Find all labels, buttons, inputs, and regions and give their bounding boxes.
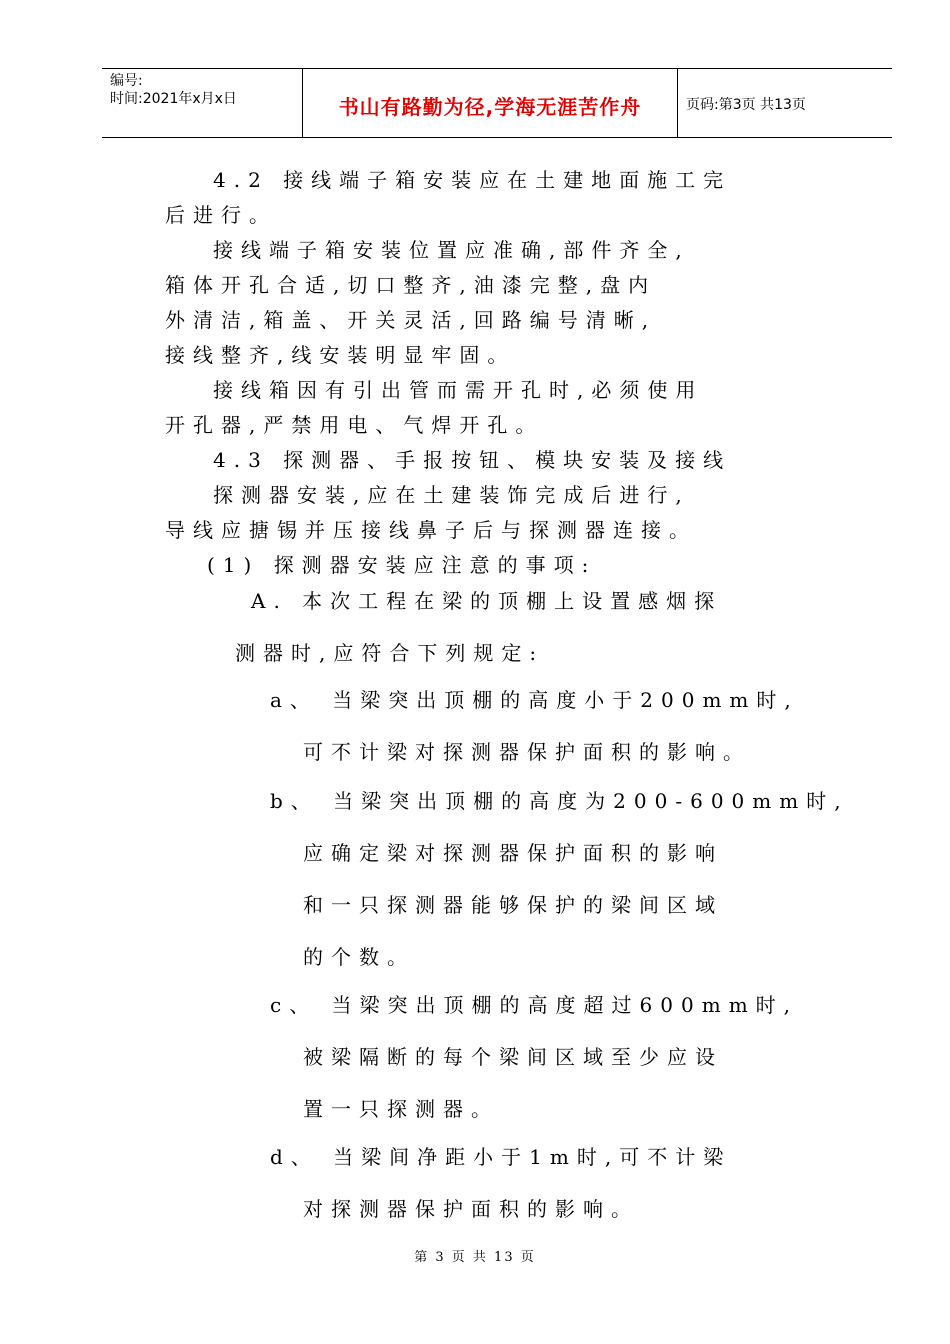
rule-c-line-1: c、 当梁突出顶棚的高度超过600mm时, bbox=[270, 993, 799, 1017]
rule-a-line-2: 可不计梁对探测器保护面积的影响。 bbox=[303, 740, 751, 764]
page-header bbox=[102, 68, 892, 138]
section-4-2-line-1: 4.2 接线端子箱安装应在土建地面施工完 bbox=[213, 168, 732, 192]
rule-d-line-2: 对探测器保护面积的影响。 bbox=[303, 1197, 639, 1221]
page-footer: 第 3 页 共 13 页 bbox=[414, 1250, 536, 1265]
paragraph-line: 外清洁,箱盖、开关灵活,回路编号清晰, bbox=[165, 308, 657, 332]
subsection-1-heading: (1) 探测器安装应注意的事项: bbox=[207, 553, 597, 577]
paragraph-line: 开孔器,严禁用电、气焊开孔。 bbox=[165, 413, 544, 437]
rule-b-line-1: b、 当梁突出顶棚的高度为200-600mm时, bbox=[270, 789, 849, 813]
paragraph-line: 导线应搪锡并压接线鼻子后与探测器连接。 bbox=[165, 518, 697, 542]
rule-d-line-1: d、 当梁间净距小于1m时,可不计梁 bbox=[270, 1145, 732, 1169]
serial-number-label: 编号: bbox=[110, 73, 143, 89]
paragraph-line: 探测器安装,应在土建装饰完成后进行, bbox=[213, 483, 690, 507]
rule-b-line-4: 的个数。 bbox=[303, 945, 415, 969]
rule-a-line-1: a、 当梁突出顶棚的高度小于200mm时, bbox=[270, 688, 799, 712]
header-meta-cell bbox=[102, 69, 303, 137]
paragraph-line: 箱体开孔合适,切口整齐,油漆完整,盘内 bbox=[165, 273, 657, 297]
item-a-line-1: A. 本次工程在梁的顶棚上设置感烟探 bbox=[251, 589, 723, 613]
rule-c-line-2: 被梁隔断的每个梁间区域至少应设 bbox=[303, 1045, 723, 1069]
page-info: 页码:第3页 共13页 bbox=[686, 97, 806, 113]
paragraph-line: 接线箱因有引出管而需开孔时,必须使用 bbox=[213, 378, 704, 402]
rule-c-line-3: 置一只探测器。 bbox=[303, 1097, 499, 1121]
header-page-cell bbox=[678, 69, 892, 137]
rule-b-line-2: 应确定梁对探测器保护面积的影响 bbox=[303, 841, 723, 865]
motto-text: 书山有路勤为径,学海无涯苦作舟 bbox=[338, 95, 642, 119]
section-4-3-heading: 4.3 探测器、手报按钮、模块安装及接线 bbox=[213, 448, 732, 472]
section-4-2-line-2: 后进行。 bbox=[165, 203, 277, 227]
paragraph-line: 接线整齐,线安装明显牢固。 bbox=[165, 343, 516, 367]
rule-b-line-3: 和一只探测器能够保护的梁间区域 bbox=[303, 893, 723, 917]
header-motto-cell bbox=[303, 69, 678, 137]
time-label: 时间:2021年x月x日 bbox=[110, 91, 237, 107]
paragraph-line: 接线端子箱安装位置应准确,部件齐全, bbox=[213, 238, 690, 262]
item-a-line-2: 测器时,应符合下列规定: bbox=[235, 641, 545, 665]
